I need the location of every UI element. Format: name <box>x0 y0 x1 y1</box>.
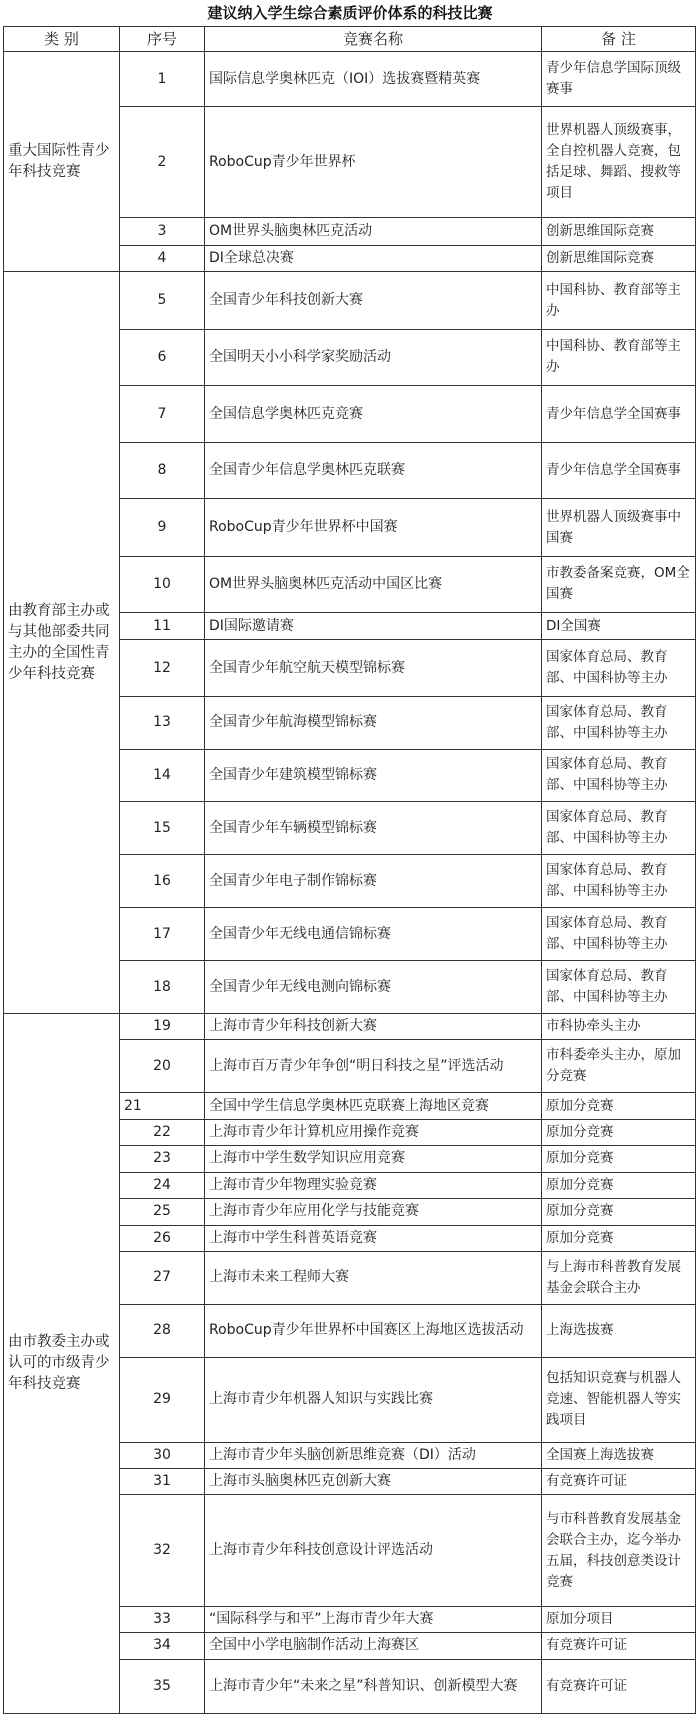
remark-cell: 与上海市科普教育发展基金会联合主办 <box>542 1251 696 1304</box>
name-cell: 全国青少年航空航天模型锦标赛 <box>205 640 542 696</box>
name-cell: 上海市青少年“未来之星”科普知识、创新模型大赛 <box>205 1659 542 1713</box>
category-cell: 由市教委主办或认可的市级青少年科技竞赛 <box>4 1013 120 1713</box>
name-cell: 全国明天小小科学家奖励活动 <box>205 329 542 385</box>
remark-cell: 原加分项目 <box>542 1606 696 1632</box>
number-cell: 30 <box>120 1442 205 1468</box>
name-cell: DI国际邀请赛 <box>205 612 542 640</box>
name-cell: 上海市青少年科技创新大赛 <box>205 1013 542 1039</box>
name-cell: 全国信息学奥林匹克竞赛 <box>205 385 542 442</box>
category-cell: 由教育部主办或与其他部委共同主办的全国性青少年科技竞赛 <box>4 272 120 1014</box>
name-cell: 全国青少年电子制作锦标赛 <box>205 855 542 908</box>
remark-cell: 中国科协、教育部等主办 <box>542 329 696 385</box>
name-cell: OM世界头脑奥林匹克活动中国区比赛 <box>205 556 542 612</box>
number-cell: 3 <box>120 218 205 246</box>
name-cell: DI全球总决赛 <box>205 245 542 271</box>
remark-cell: 与市科普教育发展基金会联合主办，迄今举办五届，科技创意类设计竞赛 <box>542 1495 696 1606</box>
header-row <box>4 27 696 52</box>
competition-table <box>3 26 696 1714</box>
remark-cell: 国家体育总局、教育部、中国科协等主办 <box>542 749 696 802</box>
remark-cell: 原加分竞赛 <box>542 1225 696 1251</box>
number-cell: 7 <box>120 385 205 442</box>
remark-cell: 原加分竞赛 <box>542 1199 696 1225</box>
remark-cell: 原加分竞赛 <box>542 1119 696 1145</box>
number-cell: 22 <box>120 1119 205 1145</box>
number-cell: 5 <box>120 272 205 329</box>
number-cell: 18 <box>120 961 205 1014</box>
number-cell: 32 <box>120 1495 205 1606</box>
name-cell: 上海市头脑奥林匹克创新大赛 <box>205 1469 542 1495</box>
name-cell: RoboCup青少年世界杯中国赛区上海地区选拔活动 <box>205 1304 542 1357</box>
table-title: 建议纳入学生综合素质评价体系的科技比赛 <box>207 4 493 22</box>
remark-cell: 有竞赛许可证 <box>542 1633 696 1659</box>
name-cell: 上海市中学生数学知识应用竞赛 <box>205 1146 542 1172</box>
name-cell: 国际信息学奥林匹克（IOI）选拔赛暨精英赛 <box>205 52 542 107</box>
table-row <box>4 272 696 329</box>
number-cell: 28 <box>120 1304 205 1357</box>
remark-cell: DI全国赛 <box>542 612 696 640</box>
header-name: 竞赛名称 <box>205 27 542 52</box>
name-cell: OM世界头脑奥林匹克活动 <box>205 218 542 246</box>
remark-cell: 市教委备案竞赛，OM全国赛 <box>542 556 696 612</box>
name-cell: 全国青少年车辆模型锦标赛 <box>205 802 542 855</box>
number-cell: 13 <box>120 696 205 749</box>
name-cell: 全国青少年科技创新大赛 <box>205 272 542 329</box>
remark-cell: 市科协牵头主办 <box>542 1013 696 1039</box>
number-cell: 1 <box>120 52 205 107</box>
name-cell: 全国中学生信息学奥林匹克联赛上海地区竞赛 <box>205 1093 542 1119</box>
remark-cell: 国家体育总局、教育部、中国科协等主办 <box>542 640 696 696</box>
remark-cell: 市科委牵头主办，原加分竞赛 <box>542 1040 696 1093</box>
name-cell: RoboCup青少年世界杯 <box>205 107 542 218</box>
table-body <box>4 52 696 1714</box>
number-cell: 34 <box>120 1633 205 1659</box>
header-number: 序号 <box>120 27 205 52</box>
number-cell: 31 <box>120 1469 205 1495</box>
name-cell: 上海市青少年头脑创新思维竞赛（DI）活动 <box>205 1442 542 1468</box>
remark-cell: 国家体育总局、教育部、中国科协等主办 <box>542 961 696 1014</box>
remark-cell: 原加分竞赛 <box>542 1093 696 1119</box>
remark-cell: 青少年信息学全国赛事 <box>542 385 696 442</box>
number-cell: 27 <box>120 1251 205 1304</box>
header-remark: 备 注 <box>542 27 696 52</box>
remark-cell: 国家体育总局、教育部、中国科协等主办 <box>542 802 696 855</box>
number-cell: 8 <box>120 443 205 499</box>
name-cell: 全国青少年航海模型锦标赛 <box>205 696 542 749</box>
number-cell: 25 <box>120 1199 205 1225</box>
remark-cell: 有竞赛许可证 <box>542 1469 696 1495</box>
name-cell: 上海市青少年机器人知识与实践比赛 <box>205 1357 542 1442</box>
table-row <box>4 1013 696 1039</box>
remark-cell: 原加分竞赛 <box>542 1146 696 1172</box>
remark-cell: 创新思维国际竞赛 <box>542 245 696 271</box>
name-cell: 全国中小学电脑制作活动上海赛区 <box>205 1633 542 1659</box>
number-cell: 35 <box>120 1659 205 1713</box>
remark-cell: 国家体育总局、教育部、中国科协等主办 <box>542 908 696 961</box>
name-cell: 上海市青少年物理实验竞赛 <box>205 1172 542 1198</box>
name-cell: 全国青少年无线电通信锦标赛 <box>205 908 542 961</box>
remark-cell: 青少年信息学国际顶级赛事 <box>542 52 696 107</box>
category-cell: 重大国际性青少年科技竞赛 <box>4 52 120 272</box>
name-cell: 上海市青少年应用化学与技能竞赛 <box>205 1199 542 1225</box>
name-cell: RoboCup青少年世界杯中国赛 <box>205 499 542 556</box>
remark-cell: 全国赛上海选拔赛 <box>542 1442 696 1468</box>
header-category: 类 别 <box>4 27 120 52</box>
number-cell: 16 <box>120 855 205 908</box>
number-cell: 19 <box>120 1013 205 1039</box>
name-cell: 全国青少年建筑模型锦标赛 <box>205 749 542 802</box>
number-cell: 33 <box>120 1606 205 1632</box>
number-cell: 21 <box>120 1093 205 1119</box>
number-cell: 2 <box>120 107 205 218</box>
number-cell: 23 <box>120 1146 205 1172</box>
number-cell: 4 <box>120 245 205 271</box>
number-cell: 15 <box>120 802 205 855</box>
remark-cell: 国家体育总局、教育部、中国科协等主办 <box>542 855 696 908</box>
remark-cell: 包括知识竞赛与机器人竞速、智能机器人等实践项目 <box>542 1357 696 1442</box>
number-cell: 20 <box>120 1040 205 1093</box>
remark-cell: 上海选拔赛 <box>542 1304 696 1357</box>
remark-cell: 世界机器人顶级赛事中国赛 <box>542 499 696 556</box>
remark-cell: 青少年信息学全国赛事 <box>542 443 696 499</box>
name-cell: 全国青少年信息学奥林匹克联赛 <box>205 443 542 499</box>
name-cell: 上海市中学生科普英语竞赛 <box>205 1225 542 1251</box>
number-cell: 9 <box>120 499 205 556</box>
name-cell: 上海市青少年计算机应用操作竞赛 <box>205 1119 542 1145</box>
remark-cell: 有竞赛许可证 <box>542 1659 696 1713</box>
name-cell: 上海市未来工程师大赛 <box>205 1251 542 1304</box>
remark-cell: 国家体育总局、教育部、中国科协等主办 <box>542 696 696 749</box>
number-cell: 6 <box>120 329 205 385</box>
number-cell: 10 <box>120 556 205 612</box>
number-cell: 26 <box>120 1225 205 1251</box>
name-cell: “国际科学与和平”上海市青少年大赛 <box>205 1606 542 1632</box>
number-cell: 12 <box>120 640 205 696</box>
remark-cell: 原加分竞赛 <box>542 1172 696 1198</box>
name-cell: 上海市青少年科技创意设计评选活动 <box>205 1495 542 1606</box>
remark-cell: 中国科协、教育部等主办 <box>542 272 696 329</box>
number-cell: 11 <box>120 612 205 640</box>
remark-cell: 世界机器人顶级赛事，全自控机器人竞赛，包括足球、舞蹈、搜救等项目 <box>542 107 696 218</box>
table-row <box>4 52 696 107</box>
number-cell: 29 <box>120 1357 205 1442</box>
number-cell: 24 <box>120 1172 205 1198</box>
name-cell: 上海市百万青少年争创“明日科技之星”评选活动 <box>205 1040 542 1093</box>
number-cell: 17 <box>120 908 205 961</box>
number-cell: 14 <box>120 749 205 802</box>
name-cell: 全国青少年无线电测向锦标赛 <box>205 961 542 1014</box>
remark-cell: 创新思维国际竞赛 <box>542 218 696 246</box>
